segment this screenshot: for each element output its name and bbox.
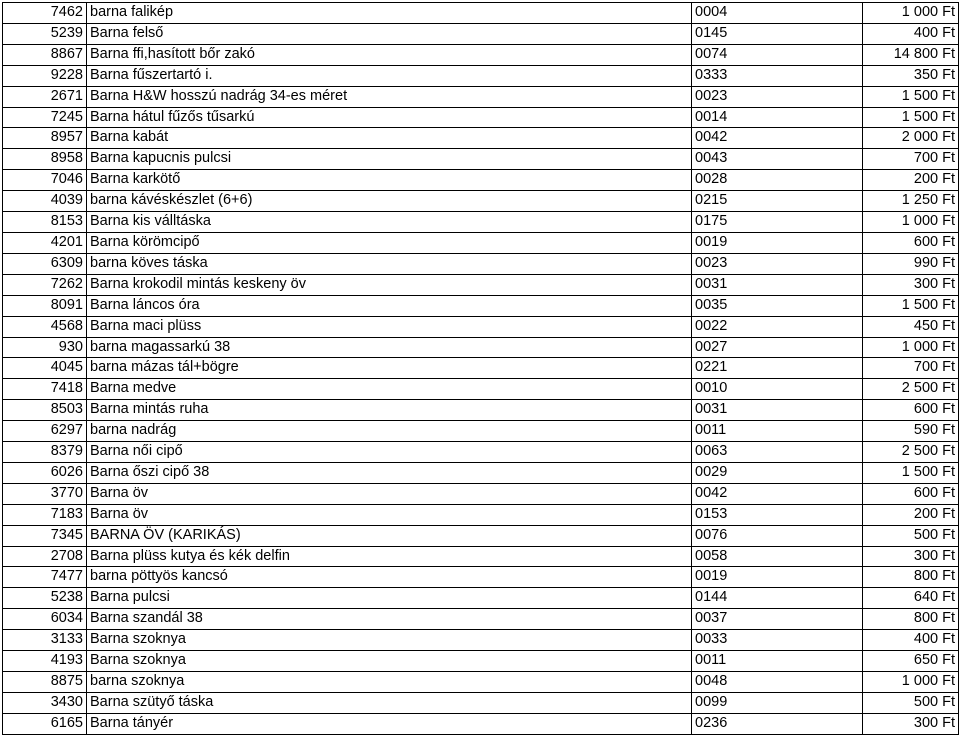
table-row bbox=[3, 3, 959, 24]
item-price: 300 Ft bbox=[863, 546, 959, 567]
item-price: 1 000 Ft bbox=[863, 212, 959, 233]
product-table-body bbox=[3, 3, 959, 735]
item-id: 8379 bbox=[3, 442, 87, 463]
item-id: 9228 bbox=[3, 65, 87, 86]
item-id: 8153 bbox=[3, 212, 87, 233]
table-row bbox=[3, 713, 959, 734]
item-price: 1 500 Ft bbox=[863, 295, 959, 316]
item-price: 1 500 Ft bbox=[863, 86, 959, 107]
item-price: 500 Ft bbox=[863, 692, 959, 713]
item-name: barna nadrág bbox=[87, 421, 692, 442]
item-name: barna falikép bbox=[87, 3, 692, 24]
item-id: 5239 bbox=[3, 23, 87, 44]
item-name: Barna öv bbox=[87, 504, 692, 525]
item-name: Barna szoknya bbox=[87, 630, 692, 651]
item-code: 0004 bbox=[692, 3, 863, 24]
item-name: barna mázas tál+bögre bbox=[87, 358, 692, 379]
item-name: barna köves táska bbox=[87, 253, 692, 274]
table-row bbox=[3, 504, 959, 525]
item-id: 7183 bbox=[3, 504, 87, 525]
item-name: Barna szandál 38 bbox=[87, 609, 692, 630]
item-code: 0221 bbox=[692, 358, 863, 379]
item-name: Barna kapucnis pulcsi bbox=[87, 149, 692, 170]
table-row bbox=[3, 567, 959, 588]
item-price: 14 800 Ft bbox=[863, 44, 959, 65]
item-name: Barna medve bbox=[87, 379, 692, 400]
item-id: 7046 bbox=[3, 170, 87, 191]
item-name: Barna szoknya bbox=[87, 651, 692, 672]
item-id: 3133 bbox=[3, 630, 87, 651]
item-code: 0023 bbox=[692, 253, 863, 274]
table-row bbox=[3, 253, 959, 274]
item-price: 600 Ft bbox=[863, 483, 959, 504]
table-row bbox=[3, 191, 959, 212]
item-id: 8875 bbox=[3, 672, 87, 693]
item-code: 0022 bbox=[692, 316, 863, 337]
item-id: 4039 bbox=[3, 191, 87, 212]
table-row bbox=[3, 400, 959, 421]
item-id: 8958 bbox=[3, 149, 87, 170]
item-name: Barna öv bbox=[87, 483, 692, 504]
table-row bbox=[3, 274, 959, 295]
item-code: 0023 bbox=[692, 86, 863, 107]
table-row bbox=[3, 232, 959, 253]
item-id: 6034 bbox=[3, 609, 87, 630]
item-id: 8503 bbox=[3, 400, 87, 421]
table-row bbox=[3, 86, 959, 107]
item-price: 2 500 Ft bbox=[863, 442, 959, 463]
item-code: 0027 bbox=[692, 337, 863, 358]
item-price: 1 000 Ft bbox=[863, 672, 959, 693]
item-id: 7345 bbox=[3, 525, 87, 546]
table-row bbox=[3, 483, 959, 504]
item-id: 3430 bbox=[3, 692, 87, 713]
item-code: 0048 bbox=[692, 672, 863, 693]
item-code: 0043 bbox=[692, 149, 863, 170]
item-name: Barna szütyő táska bbox=[87, 692, 692, 713]
item-code: 0063 bbox=[692, 442, 863, 463]
item-name: Barna maci plüss bbox=[87, 316, 692, 337]
item-code: 0033 bbox=[692, 630, 863, 651]
table-row bbox=[3, 212, 959, 233]
table-row bbox=[3, 630, 959, 651]
item-code: 0010 bbox=[692, 379, 863, 400]
item-code: 0029 bbox=[692, 462, 863, 483]
item-code: 0099 bbox=[692, 692, 863, 713]
item-id: 4201 bbox=[3, 232, 87, 253]
item-price: 1 500 Ft bbox=[863, 462, 959, 483]
table-row bbox=[3, 609, 959, 630]
table-row bbox=[3, 651, 959, 672]
table-row bbox=[3, 672, 959, 693]
item-name: Barna őszi cipő 38 bbox=[87, 462, 692, 483]
item-code: 0011 bbox=[692, 651, 863, 672]
table-row bbox=[3, 462, 959, 483]
item-id: 2671 bbox=[3, 86, 87, 107]
item-price: 300 Ft bbox=[863, 713, 959, 734]
item-id: 4568 bbox=[3, 316, 87, 337]
item-code: 0028 bbox=[692, 170, 863, 191]
item-price: 800 Ft bbox=[863, 609, 959, 630]
item-price: 600 Ft bbox=[863, 400, 959, 421]
item-price: 640 Ft bbox=[863, 588, 959, 609]
item-name: Barna fűszertartó i. bbox=[87, 65, 692, 86]
item-code: 0175 bbox=[692, 212, 863, 233]
item-price: 700 Ft bbox=[863, 358, 959, 379]
item-price: 450 Ft bbox=[863, 316, 959, 337]
table-row bbox=[3, 442, 959, 463]
item-id: 7262 bbox=[3, 274, 87, 295]
table-row bbox=[3, 65, 959, 86]
table-row bbox=[3, 44, 959, 65]
item-name: Barna mintás ruha bbox=[87, 400, 692, 421]
item-price: 1 250 Ft bbox=[863, 191, 959, 212]
item-code: 0019 bbox=[692, 567, 863, 588]
table-row bbox=[3, 379, 959, 400]
item-code: 0215 bbox=[692, 191, 863, 212]
table-row bbox=[3, 23, 959, 44]
item-id: 8957 bbox=[3, 128, 87, 149]
item-name: BARNA ÖV (KARIKÁS) bbox=[87, 525, 692, 546]
item-price: 1 500 Ft bbox=[863, 107, 959, 128]
table-row bbox=[3, 295, 959, 316]
item-price: 650 Ft bbox=[863, 651, 959, 672]
item-price: 700 Ft bbox=[863, 149, 959, 170]
item-name: Barna H&W hosszú nadrág 34-es méret bbox=[87, 86, 692, 107]
item-id: 7462 bbox=[3, 3, 87, 24]
item-price: 800 Ft bbox=[863, 567, 959, 588]
item-name: Barna kis válltáska bbox=[87, 212, 692, 233]
item-code: 0019 bbox=[692, 232, 863, 253]
item-id: 6297 bbox=[3, 421, 87, 442]
item-code: 0042 bbox=[692, 128, 863, 149]
item-code: 0145 bbox=[692, 23, 863, 44]
item-id: 6309 bbox=[3, 253, 87, 274]
item-price: 2 500 Ft bbox=[863, 379, 959, 400]
table-row bbox=[3, 316, 959, 337]
item-name: barna szoknya bbox=[87, 672, 692, 693]
table-row bbox=[3, 107, 959, 128]
item-code: 0076 bbox=[692, 525, 863, 546]
item-id: 8091 bbox=[3, 295, 87, 316]
item-code: 0035 bbox=[692, 295, 863, 316]
table-row bbox=[3, 170, 959, 191]
item-name: barna kávéskészlet (6+6) bbox=[87, 191, 692, 212]
item-price: 1 000 Ft bbox=[863, 337, 959, 358]
item-code: 0014 bbox=[692, 107, 863, 128]
item-id: 2708 bbox=[3, 546, 87, 567]
item-price: 1 000 Ft bbox=[863, 3, 959, 24]
item-price: 300 Ft bbox=[863, 274, 959, 295]
item-code: 0236 bbox=[692, 713, 863, 734]
item-code: 0074 bbox=[692, 44, 863, 65]
item-id: 3770 bbox=[3, 483, 87, 504]
item-code: 0042 bbox=[692, 483, 863, 504]
item-code: 0333 bbox=[692, 65, 863, 86]
item-id: 7477 bbox=[3, 567, 87, 588]
table-row bbox=[3, 546, 959, 567]
item-name: Barna tányér bbox=[87, 713, 692, 734]
product-table bbox=[2, 2, 959, 735]
table-row bbox=[3, 358, 959, 379]
item-price: 990 Ft bbox=[863, 253, 959, 274]
table-row bbox=[3, 525, 959, 546]
item-code: 0031 bbox=[692, 400, 863, 421]
item-code: 0011 bbox=[692, 421, 863, 442]
item-code: 0153 bbox=[692, 504, 863, 525]
item-id: 7418 bbox=[3, 379, 87, 400]
item-code: 0037 bbox=[692, 609, 863, 630]
item-code: 0144 bbox=[692, 588, 863, 609]
item-name: Barna láncos óra bbox=[87, 295, 692, 316]
item-name: Barna hátul fűzős tűsarkú bbox=[87, 107, 692, 128]
table-row bbox=[3, 692, 959, 713]
item-price: 400 Ft bbox=[863, 630, 959, 651]
item-price: 350 Ft bbox=[863, 65, 959, 86]
item-name: Barna pulcsi bbox=[87, 588, 692, 609]
item-price: 500 Ft bbox=[863, 525, 959, 546]
table-row bbox=[3, 337, 959, 358]
table-row bbox=[3, 128, 959, 149]
item-name: Barna plüss kutya és kék delfin bbox=[87, 546, 692, 567]
item-id: 4193 bbox=[3, 651, 87, 672]
item-name: Barna krokodil mintás keskeny öv bbox=[87, 274, 692, 295]
item-id: 8867 bbox=[3, 44, 87, 65]
item-code: 0058 bbox=[692, 546, 863, 567]
item-id: 6026 bbox=[3, 462, 87, 483]
item-name: barna magassarkú 38 bbox=[87, 337, 692, 358]
item-id: 4045 bbox=[3, 358, 87, 379]
item-price: 200 Ft bbox=[863, 170, 959, 191]
item-name: barna pöttyös kancsó bbox=[87, 567, 692, 588]
item-id: 6165 bbox=[3, 713, 87, 734]
item-name: Barna kabát bbox=[87, 128, 692, 149]
item-code: 0031 bbox=[692, 274, 863, 295]
item-name: Barna ffi,hasított bőr zakó bbox=[87, 44, 692, 65]
table-row bbox=[3, 149, 959, 170]
item-price: 200 Ft bbox=[863, 504, 959, 525]
item-id: 5238 bbox=[3, 588, 87, 609]
table-row bbox=[3, 588, 959, 609]
item-price: 590 Ft bbox=[863, 421, 959, 442]
item-name: Barna karkötő bbox=[87, 170, 692, 191]
item-price: 2 000 Ft bbox=[863, 128, 959, 149]
item-name: Barna körömcipő bbox=[87, 232, 692, 253]
item-price: 400 Ft bbox=[863, 23, 959, 44]
item-id: 7245 bbox=[3, 107, 87, 128]
item-name: Barna női cipő bbox=[87, 442, 692, 463]
item-name: Barna felső bbox=[87, 23, 692, 44]
item-price: 600 Ft bbox=[863, 232, 959, 253]
item-id: 930 bbox=[3, 337, 87, 358]
table-row bbox=[3, 421, 959, 442]
